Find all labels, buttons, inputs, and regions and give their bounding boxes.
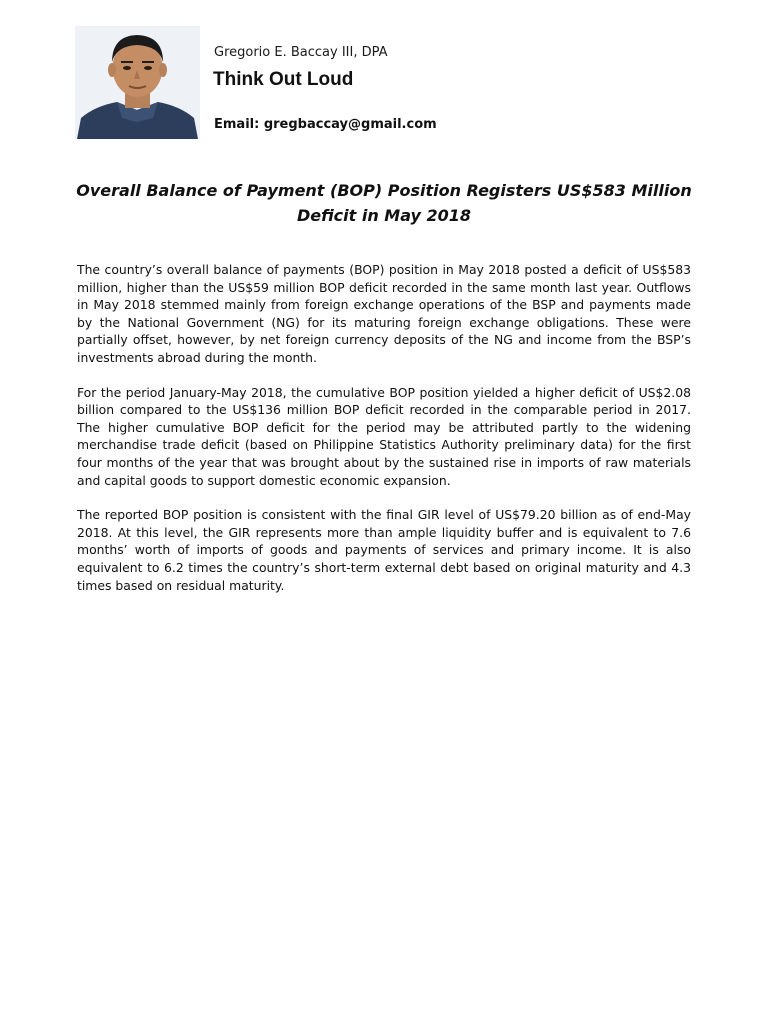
article-header: [0, 0, 768, 150]
article-title: Overall Balance of Payment (BOP) Position Registers US$583 Million Deficit in May 2018: [76, 181, 692, 225]
author-portrait-icon: [75, 26, 200, 139]
paragraph: For the period January-May 2018, the cumulative BOP position yielded a higher deficit of US$2.08 billion compared to the US$136 million BOP deficit recorded in the comparable period in 2017. The higher cumulative BOP deficit for the period may be attributed partly to the widening merchandise trade deficit (based on Philippine Statistics Authority preliminary data) for the first four months of the year that was brought about by the sustained rise in imports of raw materials and capital goods to support domestic economic expansion.: [77, 384, 691, 488]
paragraph: The reported BOP position is consistent with the final GIR level of US$79.20 billion as of end-May 2018. At this level, the GIR represents more than ample liquidity buffer and is equivalent to 7.6 months’ worth of imports of goods and payments of services and primary income. It is also equivalent to 6.2 times the country’s short-term external debt based on original maturity and 4.3 times based on residual maturity.: [77, 507, 691, 593]
paragraph: The country’s overall balance of payments (BOP) position in May 2018 posted a deficit of US$583 million, higher than the US$59 million BOP deficit recorded in the same month last year. Outflows in May 2018 stemmed mainly from foreign exchange operations of the BSP and payments made by the National Government (NG) for its maturing foreign exchange obligations. These were partially offset, however, by net foreign currency deposits of the NG and income from the BSP’s investments abroad during the month.: [77, 262, 691, 365]
author-name: Gregorio E. Baccay III, DPA: [214, 45, 388, 60]
article-body: [77, 261, 691, 611]
column-title: Think Out Loud: [213, 69, 354, 90]
author-email: Email: gregbaccay@gmail.com: [214, 117, 437, 132]
